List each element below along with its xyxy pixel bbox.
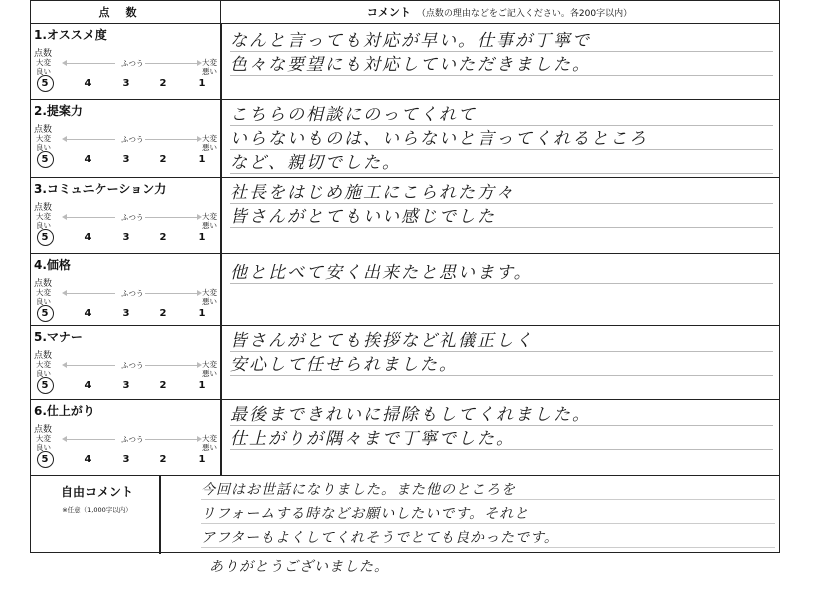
very-bad-label-line: 悪い [202,143,217,152]
score-option[interactable]: 4 [84,308,92,319]
very-bad-label-line: 大変 [202,288,217,297]
very-good-label [36,212,51,230]
comment-line: 皆さんがとても挨拶など礼儀正しく [230,331,773,352]
very-good-label-line: 良い [36,221,51,230]
left-arrow-icon [67,217,115,218]
score-option[interactable]: 5 [41,454,49,465]
very-bad-label-line: 悪い [202,443,217,452]
very-bad-label-line: 悪い [202,67,217,76]
very-good-label-line: 良い [36,297,51,306]
comment-line: 最後まできれいに掃除もしてくれました。 [230,405,773,426]
score-option[interactable]: 2 [159,154,167,165]
score-option[interactable]: 4 [84,232,92,243]
score-option[interactable]: 2 [159,232,167,243]
very-good-label-line: 大変 [36,134,51,143]
neutral-label: ふつう [121,59,144,68]
category-comment-cell [222,177,779,253]
category-row [31,177,779,254]
score-option[interactable]: 2 [159,380,167,391]
category-score-cell [31,99,220,177]
category-comment-cell [222,99,779,177]
score-option[interactable]: 3 [122,154,130,165]
very-good-label [36,360,51,378]
right-arrow-icon [145,139,197,140]
score-option[interactable]: 1 [198,308,206,319]
very-good-label-line: 良い [36,143,51,152]
category-comment-cell [222,399,779,475]
comment-header-label: コメント [366,6,411,19]
score-option[interactable]: 5 [41,154,49,165]
very-bad-label [202,134,217,152]
very-bad-label-line: 大変 [202,212,217,221]
score-option[interactable]: 4 [84,454,92,465]
very-good-label-line: 良い [36,67,51,76]
score-option[interactable]: 5 [41,380,49,391]
score-options [31,454,220,468]
score-options [31,154,220,168]
comment-line: 色々な要望にも対応していただきました。 [230,55,773,76]
score-option[interactable]: 3 [122,308,130,319]
score-column-header: 点数 [31,1,221,24]
score-word: 点数 [34,49,53,59]
neutral-label: ふつう [121,135,144,144]
very-bad-label-line: 悪い [202,369,217,378]
score-option[interactable]: 2 [159,308,167,319]
category-score-cell [31,399,220,475]
neutral-label: ふつう [121,289,144,298]
comment-line: 安心して任せられました。 [230,355,773,376]
very-good-label-line: 大変 [36,360,51,369]
very-bad-label-line: 悪い [202,297,217,306]
score-option[interactable]: 1 [198,380,206,391]
right-arrow-icon [145,293,197,294]
category-score-cell [31,253,220,325]
very-bad-label-line: 大変 [202,58,217,67]
very-bad-label [202,360,217,378]
category-score-cell [31,177,220,253]
score-option[interactable]: 1 [198,232,206,243]
score-option[interactable]: 3 [122,78,130,89]
category-comment-cell [222,325,779,399]
score-word: 点数 [34,279,53,289]
selected-score-circle-icon [37,377,54,394]
comment-column-header [220,1,779,24]
category-title: 3.コミュニケーション力 [34,182,167,196]
comment-line: こちらの相談にのってくれて [230,105,773,126]
free-comment-line: 今回はお世話になりました。また他のところを [201,481,775,500]
score-option[interactable]: 4 [84,154,92,165]
score-options [31,232,220,246]
score-word: 点数 [34,125,53,135]
selected-score-circle-icon [37,75,54,92]
free-comment-section [31,475,779,554]
left-arrow-icon [67,293,115,294]
comment-line: 仕上がりが隅々まで丁寧でした。 [230,429,773,450]
score-option[interactable]: 5 [41,78,49,89]
very-good-label [36,134,51,152]
free-comment-extra-line: ありがとうございました。 [209,559,389,575]
right-arrow-icon [145,365,197,366]
score-option[interactable]: 4 [84,380,92,391]
category-comment-cell [222,23,779,99]
category-title: 1.オススメ度 [34,28,107,42]
right-arrow-icon [145,439,197,440]
very-good-label-line: 大変 [36,58,51,67]
score-option[interactable]: 3 [122,380,130,391]
category-comment-cell [222,253,779,325]
free-comment-title: 自由コメント [60,485,133,499]
score-option[interactable]: 2 [159,454,167,465]
very-bad-label-line: 大変 [202,434,217,443]
score-option[interactable]: 3 [122,232,130,243]
category-title: 5.マナー [34,330,83,344]
neutral-label: ふつう [121,361,144,370]
category-row [31,253,779,326]
very-good-label [36,58,51,76]
score-option[interactable]: 2 [159,78,167,89]
comment-line: 社長をはじめ施工にこられた方々 [230,183,773,204]
score-option[interactable]: 1 [198,154,206,165]
left-arrow-icon [67,139,115,140]
category-title: 6.仕上がり [34,404,95,418]
score-option[interactable]: 1 [198,78,206,89]
score-options [31,78,220,92]
category-row [31,23,779,100]
free-comment-note: ※任意（1,000字以内） [62,506,132,514]
free-comment-area [161,475,779,554]
very-good-label-line: 大変 [36,212,51,221]
score-word: 点数 [34,425,53,435]
category-title: 4.価格 [34,258,71,272]
comment-header-note: （点数の理由などをご記入ください。各200字以内） [416,8,633,19]
very-good-label [36,288,51,306]
very-bad-label-line: 大変 [202,360,217,369]
score-options [31,380,220,394]
very-good-label-line: 良い [36,369,51,378]
score-option[interactable]: 1 [198,454,206,465]
comment-line: など、親切でした。 [230,153,773,174]
very-bad-label [202,434,217,452]
very-good-label [36,434,51,452]
free-comment-line: リフォームする時などお願いしたいです。それと [201,505,775,524]
selected-score-circle-icon [37,151,54,168]
free-comment-line: アフターもよくしてくれそうでとても良かったです。 [201,529,775,548]
selected-score-circle-icon [37,229,54,246]
category-row [31,99,779,178]
comment-line: 皆さんがとてもいい感じでした [230,207,773,228]
very-bad-label [202,212,217,230]
score-option[interactable]: 3 [122,454,130,465]
selected-score-circle-icon [37,451,54,468]
score-word: 点数 [34,203,53,213]
right-arrow-icon [145,217,197,218]
very-bad-label-line: 悪い [202,221,217,230]
category-title: 2.提案力 [34,104,83,118]
very-good-label-line: 大変 [36,288,51,297]
very-bad-label [202,58,217,76]
survey-sheet [30,0,780,553]
left-arrow-icon [67,365,115,366]
comment-line: 他と比べて安く出来たと思います。 [230,263,773,284]
neutral-label: ふつう [121,435,144,444]
left-arrow-icon [67,63,115,64]
category-row [31,399,779,476]
right-arrow-icon [145,63,197,64]
neutral-label: ふつう [121,213,144,222]
left-arrow-icon [67,439,115,440]
comment-line: なんと言っても対応が早い。仕事が丁寧で [230,31,773,52]
category-score-cell [31,325,220,399]
very-bad-label-line: 大変 [202,134,217,143]
comment-line: いらないものは、いらないと言ってくれるところ [230,129,773,150]
very-good-label-line: 良い [36,443,51,452]
score-option[interactable]: 5 [41,232,49,243]
score-option[interactable]: 4 [84,78,92,89]
category-row [31,325,779,400]
selected-score-circle-icon [37,305,54,322]
very-good-label-line: 大変 [36,434,51,443]
score-options [31,308,220,322]
category-score-cell [31,23,220,99]
very-bad-label [202,288,217,306]
score-word: 点数 [34,351,53,361]
score-option[interactable]: 5 [41,308,49,319]
